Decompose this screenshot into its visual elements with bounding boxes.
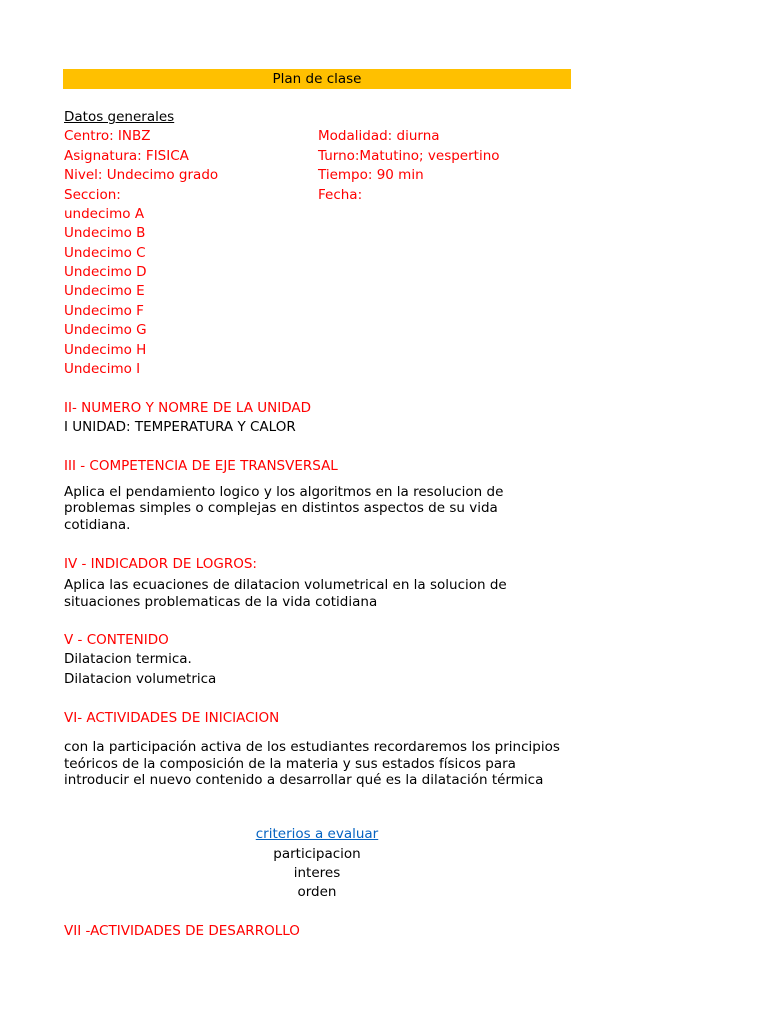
seccion-item: Undecimo E (64, 283, 145, 299)
centro-field: Centro: INBZ (64, 128, 151, 144)
modalidad-field: Modalidad: diurna (318, 128, 440, 144)
section-2-text: I UNIDAD: TEMPERATURA Y CALOR (64, 419, 296, 435)
turno-field: Turno:Matutino; vespertino (318, 147, 500, 164)
fecha-field: Fecha: (318, 186, 363, 203)
content-item: Dilatacion volumetrica (64, 670, 217, 687)
section-7-heading: VII -ACTIVIDADES DE DESARROLLO (64, 923, 300, 939)
section-5-heading: V - CONTENIDO (64, 632, 169, 648)
section-6-text: con la participación activa de los estudiantes recordaremos los principios teóricos de la composición de la materia y sus estados físicos para introducir el nuevo contenido a desarrollar qué es la dilatación térmica (64, 739, 560, 788)
seccion-item: Undecimo H (64, 341, 147, 358)
tiempo-field: Tiempo: 90 min (318, 167, 424, 183)
criterio-item: participacion (273, 845, 361, 862)
seccion-item: Undecimo D (64, 264, 147, 280)
criterio-item: interes (293, 865, 341, 881)
seccion-item: Undecimo F (64, 302, 144, 319)
seccion-item: Undecimo I (64, 360, 141, 377)
nivel-field: Nivel: Undecimo grado (64, 167, 219, 183)
content-item: Dilatacion termica. (64, 651, 192, 667)
section-3-text: Aplica el pendamiento logico y los algoritmos en la resolucion de problemas simples o complejas en distintos aspectos de su vida cotidiana. (64, 483, 504, 533)
section-2-heading: II- NUMERO Y NOMRE DE LA UNIDAD (64, 399, 312, 416)
page-title: Plan de clase (63, 69, 571, 89)
section-4-text: Aplica las ecuaciones de dilatacion volumetrical en la solucion de situaciones problematicas de la vida cotidiana (64, 577, 507, 610)
datos-generales-heading: Datos generales (64, 109, 175, 125)
seccion-item: Undecimo C (64, 244, 146, 261)
seccion-item: undecimo A (64, 206, 145, 222)
section-3-heading: III - COMPETENCIA DE EJE TRANSVERSAL (64, 457, 338, 474)
seccion-field: Seccion: (64, 186, 121, 203)
asignatura-field: Asignatura: FISICA (64, 147, 189, 164)
seccion-item: Undecimo B (64, 225, 146, 241)
criterios-link[interactable]: criterios a evaluar (255, 826, 379, 842)
criterio-item: orden (297, 884, 337, 900)
seccion-item: Undecimo G (64, 322, 147, 338)
section-6-heading: VI- ACTIVIDADES DE INICIACION (64, 710, 280, 726)
section-4-heading: IV - INDICADOR DE LOGROS: (64, 556, 257, 572)
